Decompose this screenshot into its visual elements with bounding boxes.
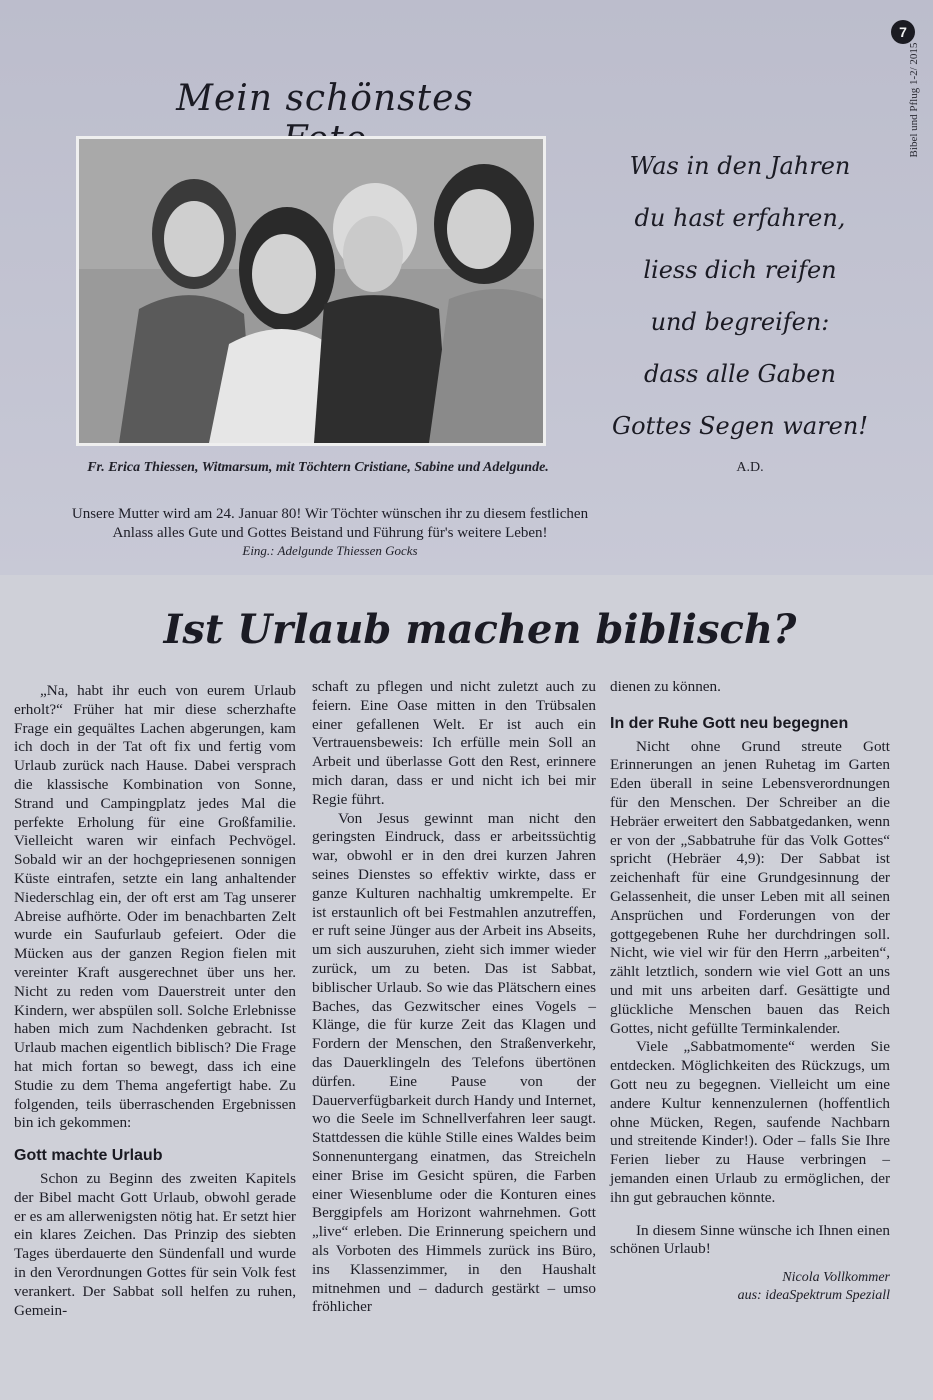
paragraph: schaft zu pflegen und nicht zuletzt auch zu feiern. Eine Oase mitten in den Trübsalen einer gefallenen Welt. Er ist auch ein Vertrauensbeweis: Ich erfülle mein Soll an Arbeit und überlasse Gott den Rest, erinnere mich daran, dass er und nicht ich bei mir Regie führt. <box>312 678 596 808</box>
poem-line: dass alle Gaben <box>644 360 836 388</box>
paragraph: Nicht ohne Grund streute Gott Erinnerungen an jenen Ruhetag im Garten Eden überall in seine Lebensverordnungen für den Menschen. Der Schreiber an die Hebräer erweitert den Sabbatgedanken, wenn er von der „Sabbatruhe für das Volk Gottes“ spricht (Hebräer 4,9): Der Sabbat ist zeichenhaft für eine Grundgesinnung der Gelassenheit, die unser Leben mit all seinen Ansprüchen und Forderungen von der gottgegebenen Ruhe her durchdringen soll. Nicht, wie viel wir für den Herrn „arbeiten“, zählt letztlich, sondern wie viel Gott an uns und mit uns arbeiten darf. Gesättigte und glückliche Menschen bauen das Reich Gottes, nicht gefüllte Terminkalender. <box>610 737 890 1037</box>
paragraph: Viele „Sabbatmomente“ werden Sie entdecken. Möglichkeiten des Rückzugs, um Gott neu zu begegnen. Vielleicht um eine andere Kultur kennenzulernen (hoffentlich ohne Mücken, Regen, saufende Nachbarn und streitende Kinder!). Oder – falls Sie Ihre Ferien lieber zu Hause verbringen – jemanden einen Urlaub zu ermöglichen, der ihn gut gebrauchen könnte. <box>610 1038 890 1206</box>
family-photo-illustration <box>79 139 543 443</box>
family-photo <box>79 139 543 443</box>
poem-line: du hast erfahren, <box>634 204 846 232</box>
poem-line: Gottes Segen waren! <box>612 412 868 440</box>
poem-line: liess dich reifen <box>643 256 837 284</box>
section-heading: Gott machte Urlaub <box>14 1147 163 1165</box>
article-source: aus: ideaSpektrum Speziall <box>737 1288 890 1304</box>
birthday-line: Unsere Mutter wird am 24. Januar 80! Wir Töchter wünschen ihr zu diesem festlichen <box>71 506 589 522</box>
poem-line: und begreifen: <box>650 308 830 336</box>
birthday-line: Anlass alles Gute und Gottes Beistand und Führung für's weitere Leben! <box>112 525 548 541</box>
paragraph: In diesem Sinne wünsche ich Ihnen einen schönen Urlaub! <box>610 1221 890 1258</box>
paragraph: dienen zu können. <box>610 678 721 695</box>
paragraph: „Na, habt ihr euch von eurem Urlaub erholt?“ Früher hat mir diese scherzhafte Frage ein gequältes Lachen abgerungen, kam ich doch in der Tat oft fix und fertig vom Urlaub zurück nach Hause. Dabei versprach die klassische Kombination von Sonne, Strand und Campingplatz jedes Mal die perfekte Erholung für eine Großfamilie. Vielleicht waren wir einfach Pechvögel. Sobald wir an der hochgepriesenen sonnigen Küste eintrafen, setzte ein lang anhaltender Niederschlag ein, der oft erst am Tag unserer Abreise aufhörte. Oder im benachbarten Zelt wurde ein Saufurlaub gefeiert. Oder die Mücken aus der ganzen Region fielen mit vereinter Kraft ausgerechnet über uns her. Nicht zu reden vom Dauerstreit unter den Kindern, wer abspülen soll. Solche Erlebnisse haben mich zum Nachdenken gebracht. Ist Urlaub machen eigentlich biblisch? Die Frage hat mich fortan so bewegt, dass ich eine Studie zu dem Thema angefertigt habe. Zu folgenden, teils überraschenden Ergebnissen bin ich gekommen: <box>14 682 296 1132</box>
running-head: Bibel und Pflug 1-2/ 2015 <box>908 42 920 158</box>
article-signoff <box>610 1269 890 1305</box>
poem <box>590 140 890 452</box>
paragraph: Schon zu Beginn des zweiten Kapitels der Bibel macht Gott Urlaub, obwohl gerade er es am allerwenigsten nötig hat. Er setzt hier ein klares Zeichen. Das Prinzip des siebten Tages überdauerte den Sündenfall und wurde in den Verordnungen Gottes für sein Volk fest verankert. Der Sabbat soll helfen zu ruhen, Gemein- <box>14 1169 296 1319</box>
article-column-3 <box>610 678 890 1305</box>
section-heading: In der Ruhe Gott neu begegnen <box>610 714 849 732</box>
article-column-2 <box>312 678 596 1317</box>
poem-line: Was in den Jahren <box>629 152 851 180</box>
feature-title: Mein schönstes <box>176 78 474 119</box>
poem-author: A.D. <box>736 460 764 475</box>
paragraph: Von Jesus gewinnt man nicht den geringsten Eindruck, dass er arbeitssüchtig war, obwohl er in den drei kurzen Jahren seines Dienstes so effektiv wirkte, dass er ganze Kulturen nachhaltig umkrempelte. Er ist erstaunlich oft bei Festmahlen anzutreffen, er ruft seine Jünger aus der Arbeit ins Abseits, um sich auszuruhen, zieht sich immer wieder zurück, um zu beten. Das ist Sabbat, biblischer Urlaub. So wie das Plätschern eines Baches, das Gezwitscher eines Vogels – Klänge, die für kurze Zeit das Klagen und Fordern der Menschen, den Straßenverkehr, das Dauerklingeln des Telefons übertönen dürfen. Eine Pause von der Dauerverfügbarkeit durch Handy und Internet, wo die Seele im Schnellverfahren leer saugt. Stattdessen die kühle Stille eines Waldes beim Sonnenuntergang einatmen, das Streicheln einer Brise im Gesicht spüren, die Farben einer Wiesenblume oder die Konturen eines Berggipfels am Horizont wahrnehmen. Gott „live“ erleben. Die Erinnerung speichern und als Vorboten des Himmels zurück ins Büro, ins Klassenzimmer, in den Haushalt mitnehmen und – dadurch gestärkt – umso fröhlicher <box>312 809 596 1316</box>
photo-caption: Fr. Erica Thiessen, Witmarsum, mit Töchtern Cristiane, Sabine und Adelgunde. <box>87 460 549 475</box>
birthday-message <box>30 505 630 543</box>
article-title: Ist Urlaub machen biblisch? <box>163 606 797 653</box>
article-author: Nicola Vollkommer <box>782 1270 890 1286</box>
birthday-sender: Eing.: Adelgunde Thiessen Gocks <box>242 543 418 558</box>
family-photo-frame <box>76 136 546 446</box>
page-number-badge: 7 <box>891 20 915 44</box>
article-column-1 <box>14 682 296 1320</box>
